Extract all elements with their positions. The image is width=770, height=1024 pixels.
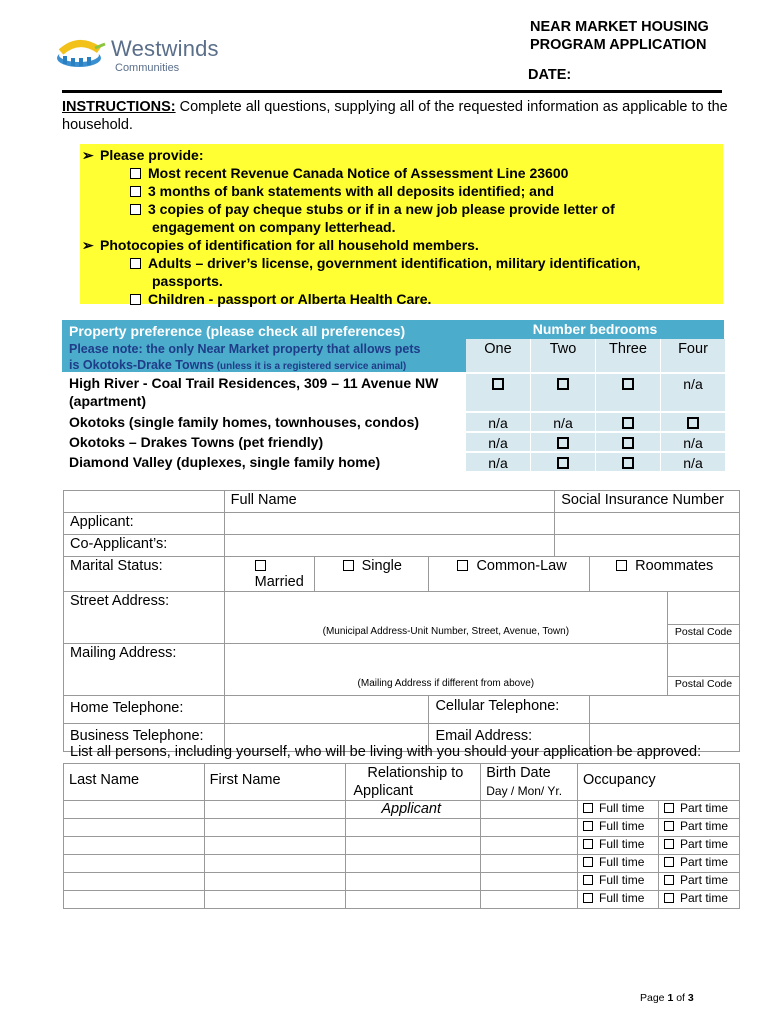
bedroom-na-cell: n/a <box>466 433 530 451</box>
cellular-telephone-label: Cellular Telephone: <box>429 696 590 724</box>
provide-item: 3 months of bank statements with all deposits identified; and <box>130 182 554 200</box>
mailing-postal-field[interactable] <box>668 644 740 677</box>
checkbox-icon[interactable] <box>664 839 674 849</box>
property-name: Okotoks (single family homes, townhouses, condos) <box>69 414 420 430</box>
occupancy-full-time[interactable]: Full time <box>578 819 659 837</box>
occupancy-part-time[interactable]: Part time <box>659 837 740 855</box>
street-postal-field[interactable] <box>668 592 740 625</box>
checkbox-icon[interactable] <box>664 875 674 885</box>
checkbox-icon[interactable] <box>557 378 569 390</box>
sin-header: Social Insurance Number <box>555 491 740 513</box>
property-name: High River - Coal Trail Residences, 309 – 11 Avenue NW (apartment) <box>69 375 439 409</box>
bedroom-checkbox-cell[interactable] <box>661 413 725 431</box>
bedrooms-heading: Number bedrooms <box>466 320 724 339</box>
marital-common-law[interactable]: Common-Law <box>429 557 590 592</box>
col-birth-date: Birth Date Day / Mon/ Yr. <box>481 764 578 801</box>
relationship-field[interactable] <box>346 855 481 873</box>
birth-date-field[interactable] <box>481 837 578 855</box>
relationship-field[interactable] <box>346 837 481 855</box>
bedroom-na-cell: n/a <box>466 453 530 471</box>
property-row <box>62 413 724 431</box>
bedroom-checkbox-cell[interactable] <box>596 413 660 431</box>
household-row <box>64 801 740 819</box>
birth-date-field[interactable] <box>481 819 578 837</box>
occupancy-part-time[interactable]: Part time <box>659 891 740 909</box>
checkbox-icon[interactable] <box>343 560 354 571</box>
applicant-label: Applicant: <box>64 513 225 535</box>
checkbox-icon[interactable] <box>583 839 593 849</box>
property-row <box>62 433 724 451</box>
bedroom-col-one: One <box>466 339 530 372</box>
first-name-field[interactable] <box>204 891 346 909</box>
occupancy-part-time[interactable]: Part time <box>659 855 740 873</box>
checkbox-icon[interactable] <box>583 821 593 831</box>
photocopy-item: Adults – driver’s license, government identification, military identification, <box>130 254 640 272</box>
last-name-field[interactable] <box>64 837 205 855</box>
last-name-field[interactable] <box>64 855 205 873</box>
provide-heading: ➢ Please provide: <box>82 147 204 163</box>
occupancy-part-time[interactable]: Part time <box>659 819 740 837</box>
household-table <box>63 763 740 909</box>
street-address-field[interactable] <box>224 592 667 625</box>
bedroom-na-cell: n/a <box>661 433 725 451</box>
checkbox-icon[interactable] <box>622 437 634 449</box>
bedroom-na-cell: n/a <box>531 413 595 431</box>
checkbox-icon[interactable] <box>622 457 634 469</box>
bedroom-checkbox-cell[interactable] <box>596 453 660 471</box>
household-row <box>64 837 740 855</box>
mailing-address-field[interactable] <box>224 644 667 677</box>
marital-single[interactable]: Single <box>314 557 429 592</box>
birth-date-field[interactable] <box>481 891 578 909</box>
last-name-field[interactable] <box>64 891 205 909</box>
marital-roommates[interactable]: Roommates <box>590 557 740 592</box>
instructions <box>62 98 728 134</box>
property-header <box>62 320 466 372</box>
applicant-form <box>63 490 740 752</box>
relationship-value: Applicant <box>381 801 441 817</box>
household-row <box>64 819 740 837</box>
header-divider <box>62 90 722 93</box>
checkbox-icon[interactable] <box>622 378 634 390</box>
logo-stadium-icon <box>55 36 107 72</box>
checkbox-icon[interactable] <box>130 204 141 215</box>
home-telephone-field[interactable] <box>224 696 429 724</box>
cellular-telephone-field[interactable] <box>590 696 740 724</box>
business-telephone-label: Business Telephone: <box>64 724 225 752</box>
bedroom-na-cell: n/a <box>466 413 530 431</box>
property-note: Please note: the only Near Market property that allows pets is Okotoks-Drake Towns (unless it is a registered service animal) <box>69 342 421 372</box>
occupancy-full-time[interactable]: Full time <box>578 855 659 873</box>
checkbox-icon[interactable] <box>687 417 699 429</box>
relationship-field[interactable] <box>346 891 481 909</box>
mailing-address-note: (Mailing Address if different from above) <box>224 677 667 696</box>
photocopy-item: Children - passport or Alberta Health Care. <box>130 290 431 308</box>
provide-item: 3 copies of pay cheque stubs or if in a new job please provide letter of <box>130 200 615 218</box>
bedroom-na-cell: n/a <box>661 453 725 471</box>
property-row <box>62 453 724 471</box>
checkbox-icon[interactable] <box>255 560 266 571</box>
occupancy-full-time[interactable]: Full time <box>578 891 659 909</box>
provide-item-cont: engagement on company letterhead. <box>152 219 396 235</box>
checkbox-icon[interactable] <box>583 857 593 867</box>
first-name-field[interactable] <box>204 801 346 819</box>
checkbox-icon[interactable] <box>130 186 141 197</box>
checkbox-icon[interactable] <box>583 803 593 813</box>
co-applicant-name-field[interactable] <box>224 535 555 557</box>
checkbox-icon[interactable] <box>664 893 674 903</box>
provide-item: Most recent Revenue Canada Notice of Assessment Line 23600 <box>130 164 568 182</box>
bedroom-checkbox-cell[interactable] <box>531 374 595 411</box>
household-row <box>64 855 740 873</box>
occupancy-full-time[interactable]: Full time <box>578 873 659 891</box>
applicant-sin-field[interactable] <box>555 513 740 535</box>
birth-date-field[interactable] <box>481 873 578 891</box>
household-row <box>64 891 740 909</box>
mailing-postal-label: Postal Code <box>668 677 740 696</box>
bedroom-col-three: Three <box>596 339 660 372</box>
last-name-field[interactable] <box>64 819 205 837</box>
arrow-bullet-icon: ➢ <box>82 147 94 163</box>
col-first-name: First Name <box>204 764 346 801</box>
col-occupancy: Occupancy <box>578 764 740 801</box>
bedroom-col-two: Two <box>531 339 595 372</box>
birth-date-field[interactable] <box>481 801 578 819</box>
checkbox-icon[interactable] <box>664 821 674 831</box>
first-name-field[interactable] <box>204 873 346 891</box>
occupancy-part-time[interactable]: Part time <box>659 801 740 819</box>
instructions-text: Complete all questions, supplying all of the requested information as applicable to the household. <box>62 99 728 133</box>
household-row <box>64 873 740 891</box>
checkbox-icon[interactable] <box>130 258 141 269</box>
relationship-field[interactable] <box>346 801 481 819</box>
col-relationship: Relationship to Applicant <box>346 764 481 801</box>
last-name-field[interactable] <box>64 873 205 891</box>
street-address-note: (Municipal Address-Unit Number, Street, Avenue, Town) <box>224 625 667 644</box>
property-name: Diamond Valley (duplexes, single family home) <box>69 454 381 470</box>
bedroom-checkbox-cell[interactable] <box>596 433 660 451</box>
bedroom-na-cell: n/a <box>661 374 725 411</box>
co-applicant-label: Co-Applicant’s: <box>64 535 225 557</box>
street-address-label: Street Address: <box>64 592 225 644</box>
bedroom-checkbox-cell[interactable] <box>531 453 595 471</box>
occupancy-full-time[interactable]: Full time <box>578 837 659 855</box>
property-preference-table <box>62 320 724 472</box>
marital-married[interactable]: Married <box>224 557 314 592</box>
checkbox-icon[interactable] <box>664 803 674 813</box>
date-label: DATE: <box>528 67 572 83</box>
westwinds-logo <box>55 36 219 80</box>
checkbox-icon[interactable] <box>664 857 674 867</box>
last-name-field[interactable] <box>64 801 205 819</box>
household-intro: List all persons, including yourself, who will be living with you should your application be approved: <box>70 744 702 760</box>
relationship-field[interactable] <box>346 819 481 837</box>
form-title: NEAR MARKET HOUSING PROGRAM APPLICATION <box>530 19 709 53</box>
email-label: Email Address: <box>429 724 590 752</box>
first-name-field[interactable] <box>204 837 346 855</box>
birth-date-field[interactable] <box>481 855 578 873</box>
bedroom-checkbox-cell[interactable] <box>596 374 660 411</box>
occupancy-part-time[interactable]: Part time <box>659 873 740 891</box>
bedroom-checkbox-cell[interactable] <box>531 433 595 451</box>
property-row <box>62 374 724 411</box>
logo-subtitle: Communities <box>115 62 180 74</box>
requirements-box <box>80 144 723 307</box>
page-number: Page 1 of 3 <box>640 992 694 1004</box>
mailing-address-label: Mailing Address: <box>64 644 225 696</box>
first-name-field[interactable] <box>204 819 346 837</box>
marital-status-label: Marital Status: <box>64 557 225 592</box>
logo-name: Westwinds <box>111 36 219 61</box>
bedrooms-header <box>466 320 724 372</box>
relationship-field[interactable] <box>346 873 481 891</box>
co-applicant-sin-field[interactable] <box>555 535 740 557</box>
occupancy-full-time[interactable]: Full time <box>578 801 659 819</box>
bedroom-col-four: Four <box>661 339 725 372</box>
photocopy-heading: ➢ Photocopies of identification for all household members. <box>82 237 479 253</box>
property-heading: Property preference (please check all preferences) <box>69 323 406 339</box>
checkbox-icon[interactable] <box>583 875 593 885</box>
checkbox-icon[interactable] <box>583 893 593 903</box>
checkbox-icon[interactable] <box>130 168 141 179</box>
checkbox-icon[interactable] <box>622 417 634 429</box>
checkbox-icon[interactable] <box>557 437 569 449</box>
checkbox-icon[interactable] <box>130 294 141 305</box>
col-last-name: Last Name <box>64 764 205 801</box>
checkbox-icon[interactable] <box>492 378 504 390</box>
home-telephone-label: Home Telephone: <box>64 696 225 724</box>
property-name: Okotoks – Drakes Towns (pet friendly) <box>69 434 324 450</box>
applicant-name-field[interactable] <box>224 513 555 535</box>
bedroom-checkbox-cell[interactable] <box>466 374 530 411</box>
checkbox-icon[interactable] <box>616 560 627 571</box>
street-postal-label: Postal Code <box>668 625 740 644</box>
arrow-bullet-icon: ➢ <box>82 237 94 253</box>
checkbox-icon[interactable] <box>557 457 569 469</box>
checkbox-icon[interactable] <box>457 560 468 571</box>
instructions-label: INSTRUCTIONS: <box>62 99 176 115</box>
full-name-header: Full Name <box>224 491 555 513</box>
first-name-field[interactable] <box>204 855 346 873</box>
photocopy-item-cont: passports. <box>152 273 223 289</box>
